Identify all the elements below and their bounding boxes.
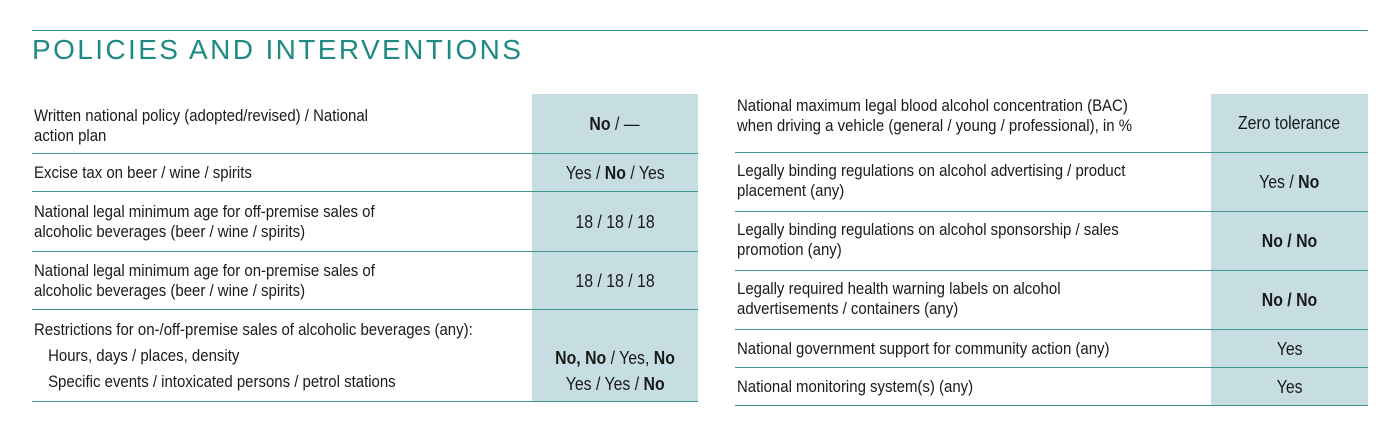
- row-value: [532, 252, 698, 309]
- value-segment: No: [1298, 172, 1320, 192]
- table-row: [735, 330, 1368, 368]
- label-line: action plan: [34, 126, 107, 145]
- row-value: [1211, 368, 1368, 405]
- label-line: Excise tax on beer / wine / spirits: [34, 163, 252, 182]
- value-segment: Yes: [1276, 338, 1303, 359]
- row-label: [737, 377, 973, 397]
- row-value: [1211, 271, 1368, 329]
- label-line: Legally binding regulations on alcohol sponsorship / sales: [737, 220, 1119, 239]
- row-label: [34, 261, 375, 301]
- row-label: [34, 317, 473, 395]
- value-text: [1277, 374, 1303, 400]
- label-line: Legally binding regulations on alcohol advertising / product: [737, 161, 1126, 180]
- value-segment: / —: [611, 113, 641, 134]
- row-value: [532, 94, 698, 153]
- value-segment: Zero tolerance: [1238, 113, 1341, 133]
- row-value: [1211, 153, 1368, 211]
- table-row: [32, 192, 698, 252]
- value-segment: Yes /: [1259, 172, 1299, 192]
- left-policy-table: [32, 94, 698, 402]
- value-segment: No: [1261, 290, 1283, 310]
- value-text: [566, 160, 665, 186]
- row-value: [1211, 330, 1368, 367]
- row-value: [532, 310, 698, 401]
- table-row: [735, 153, 1368, 212]
- value-segment: Yes /: [565, 162, 605, 183]
- restrictions-row: [32, 310, 698, 402]
- title-rule: [32, 30, 1368, 31]
- label-line: National government support for community action (any): [737, 339, 1110, 358]
- value-text: [575, 209, 654, 235]
- value-text: [1259, 169, 1319, 195]
- value-segment: No: [585, 348, 607, 368]
- table-row: [735, 94, 1368, 153]
- row-label: [34, 163, 252, 183]
- value-text: [566, 371, 665, 397]
- value-segment: No: [653, 348, 675, 368]
- row-value: [532, 192, 698, 251]
- value-text: [1262, 228, 1317, 254]
- value-segment: /: [1282, 231, 1297, 251]
- value-segment: /: [1282, 290, 1297, 310]
- restriction-item-label: Specific events / intoxicated persons / petrol stations: [48, 372, 396, 391]
- value-text: [1262, 287, 1317, 313]
- row-label: [737, 161, 1125, 201]
- label-line: Legally required health warning labels on alcohol: [737, 279, 1061, 298]
- value-text: [590, 111, 640, 137]
- label-line: alcoholic beverages (beer / wine / spirits): [34, 281, 306, 300]
- row-value: [1211, 94, 1368, 152]
- label-line: National maximum legal blood alcohol concentration (BAC): [737, 96, 1128, 115]
- value-segment: No: [589, 113, 612, 134]
- table-row: [32, 154, 698, 192]
- value-segment: No: [604, 162, 626, 183]
- restrictions-heading: Restrictions for on-/off-premise sales of alcoholic beverages (any):: [34, 320, 473, 339]
- label-line: promotion (any): [737, 240, 842, 259]
- row-label: [34, 202, 375, 242]
- value-segment: No: [1296, 231, 1318, 251]
- row-value: [532, 154, 698, 191]
- section-title: POLICIES AND INTERVENTIONS: [32, 34, 524, 65]
- value-segment: No: [1261, 231, 1283, 251]
- right-policy-table: [735, 94, 1368, 406]
- value-text: [1277, 336, 1303, 362]
- label-line: placement (any): [737, 181, 845, 200]
- label-line: when driving a vehicle (general / young / professional), in %: [737, 116, 1132, 135]
- label-line: National legal minimum age for off-premise sales of: [34, 202, 375, 221]
- label-line: alcoholic beverages (beer / wine / spirits): [34, 222, 306, 241]
- table-row: [32, 252, 698, 310]
- value-segment: ,: [576, 348, 586, 368]
- table-row: [32, 94, 698, 154]
- value-segment: Yes / Yes /: [565, 374, 644, 394]
- value-segment: / Yes,: [606, 348, 654, 368]
- value-segment: / Yes: [625, 162, 665, 183]
- row-value: [1211, 212, 1368, 270]
- row-label: [737, 96, 1132, 136]
- value-segment: 18 / 18 / 18: [575, 270, 655, 291]
- row-label: [34, 106, 368, 146]
- table-row: [735, 212, 1368, 271]
- value-segment: 18 / 18 / 18: [575, 211, 655, 232]
- row-label: [737, 279, 1061, 319]
- value-text: [1238, 110, 1340, 136]
- value-segment: No: [643, 374, 665, 394]
- row-label: [737, 339, 1110, 359]
- value-text: [575, 268, 654, 294]
- table-row: [735, 271, 1368, 330]
- restriction-item-label: Hours, days / places, density: [48, 346, 240, 365]
- label-line: Written national policy (adopted/revised) / National: [34, 106, 369, 125]
- value-text: [555, 345, 675, 371]
- row-label: [737, 220, 1119, 260]
- value-segment: No: [555, 348, 577, 368]
- table-row: [735, 368, 1368, 406]
- label-line: National monitoring system(s) (any): [737, 377, 974, 396]
- value-segment: Yes: [1276, 376, 1303, 397]
- value-segment: No: [1296, 290, 1318, 310]
- label-line: advertisements / containers (any): [737, 299, 959, 318]
- label-line: National legal minimum age for on-premise sales of: [34, 261, 375, 280]
